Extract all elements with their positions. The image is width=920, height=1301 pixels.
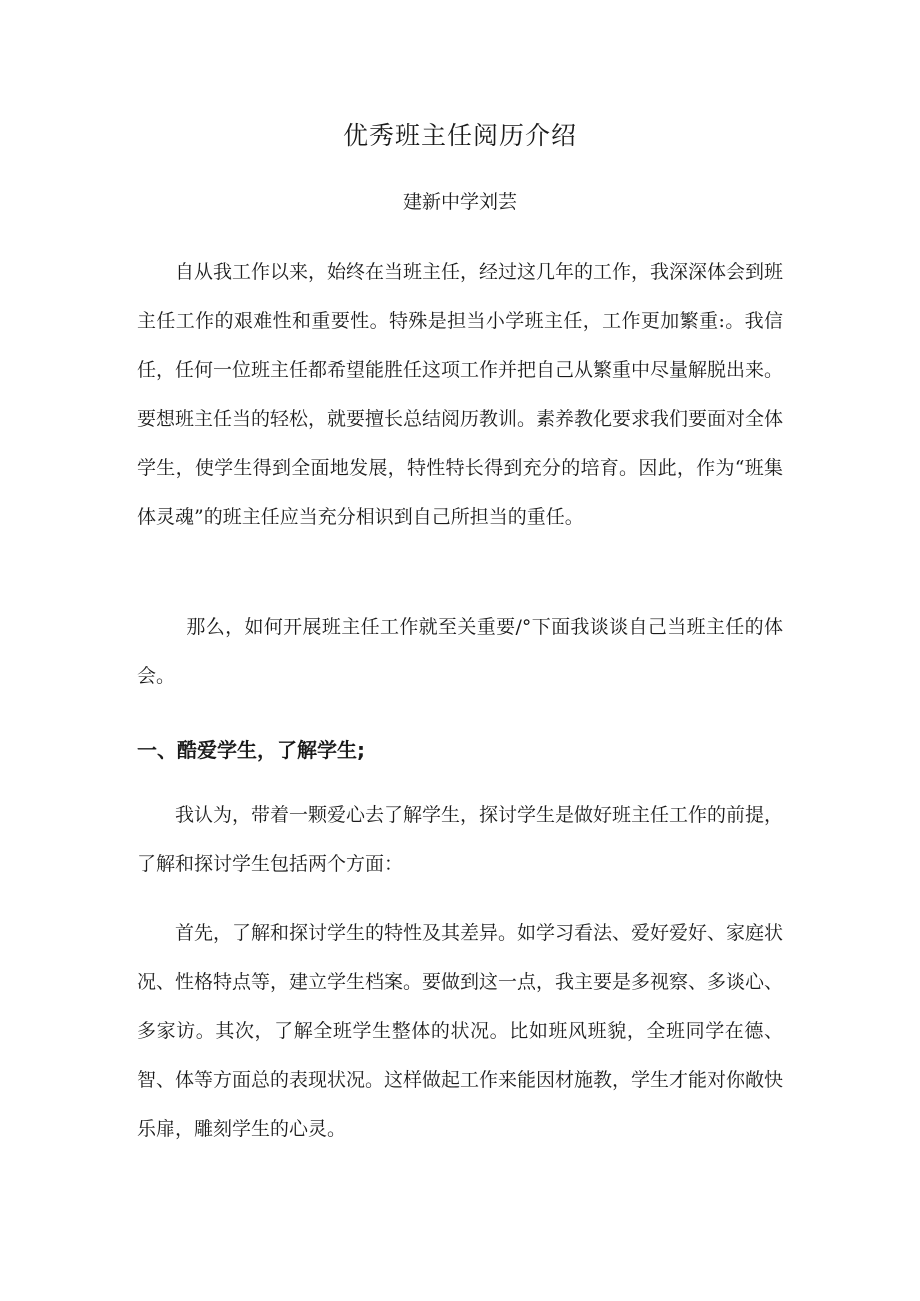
section-heading-1: 一、酷爱学生，了解学生; [137,738,365,762]
paragraph-section1-lead: 我认为，带着一颗爱心去了解学生，探讨学生是做好班主任工作的前提，了解和探讨学生包括两个方面： [137,804,784,875]
document-title: 优秀班主任阅历介绍 [342,121,577,150]
paragraph-intro: 自从我工作以来，始终在当班主任，经过这几年的工作，我深深体会到班主任工作的艰难性和重要性。特殊是担当小学班主任，工作更加繁重:。我信任，任何一位班主任都希望能胜任这项工作并把自己从繁重中尽量解脱出来。要想班主任当的轻松，就要擅长总结阅历教训。素养教化要求我们要面对全体学生，使学生得到全面地发展，特性特长得到充分的培育。因此，作为“班集体灵魂”的班主任应当充分相识到自己所担当的重任。 [137,261,784,528]
paragraph-section1-detail: 首先，了解和探讨学生的特性及其差异。如学习看法、爱好爱好、家庭状况、性格特点等，建立学生档案。要做到这一点，我主要是多视察、多谈心、多家访。其次，了解全班学生整体的状况。比如班风班貌，全班同学在德、智、体等方面总的表现状况。这样做起工作来能因材施教，学生才能对你敞快乐扉，雕刻学生的心灵。 [137,922,784,1140]
author-line: 建新中学刘芸 [402,191,517,213]
paragraph-transition: 那么，如何开展班主任工作就至关重要/°下面我谈谈自己当班主任的体会。 [137,616,783,687]
